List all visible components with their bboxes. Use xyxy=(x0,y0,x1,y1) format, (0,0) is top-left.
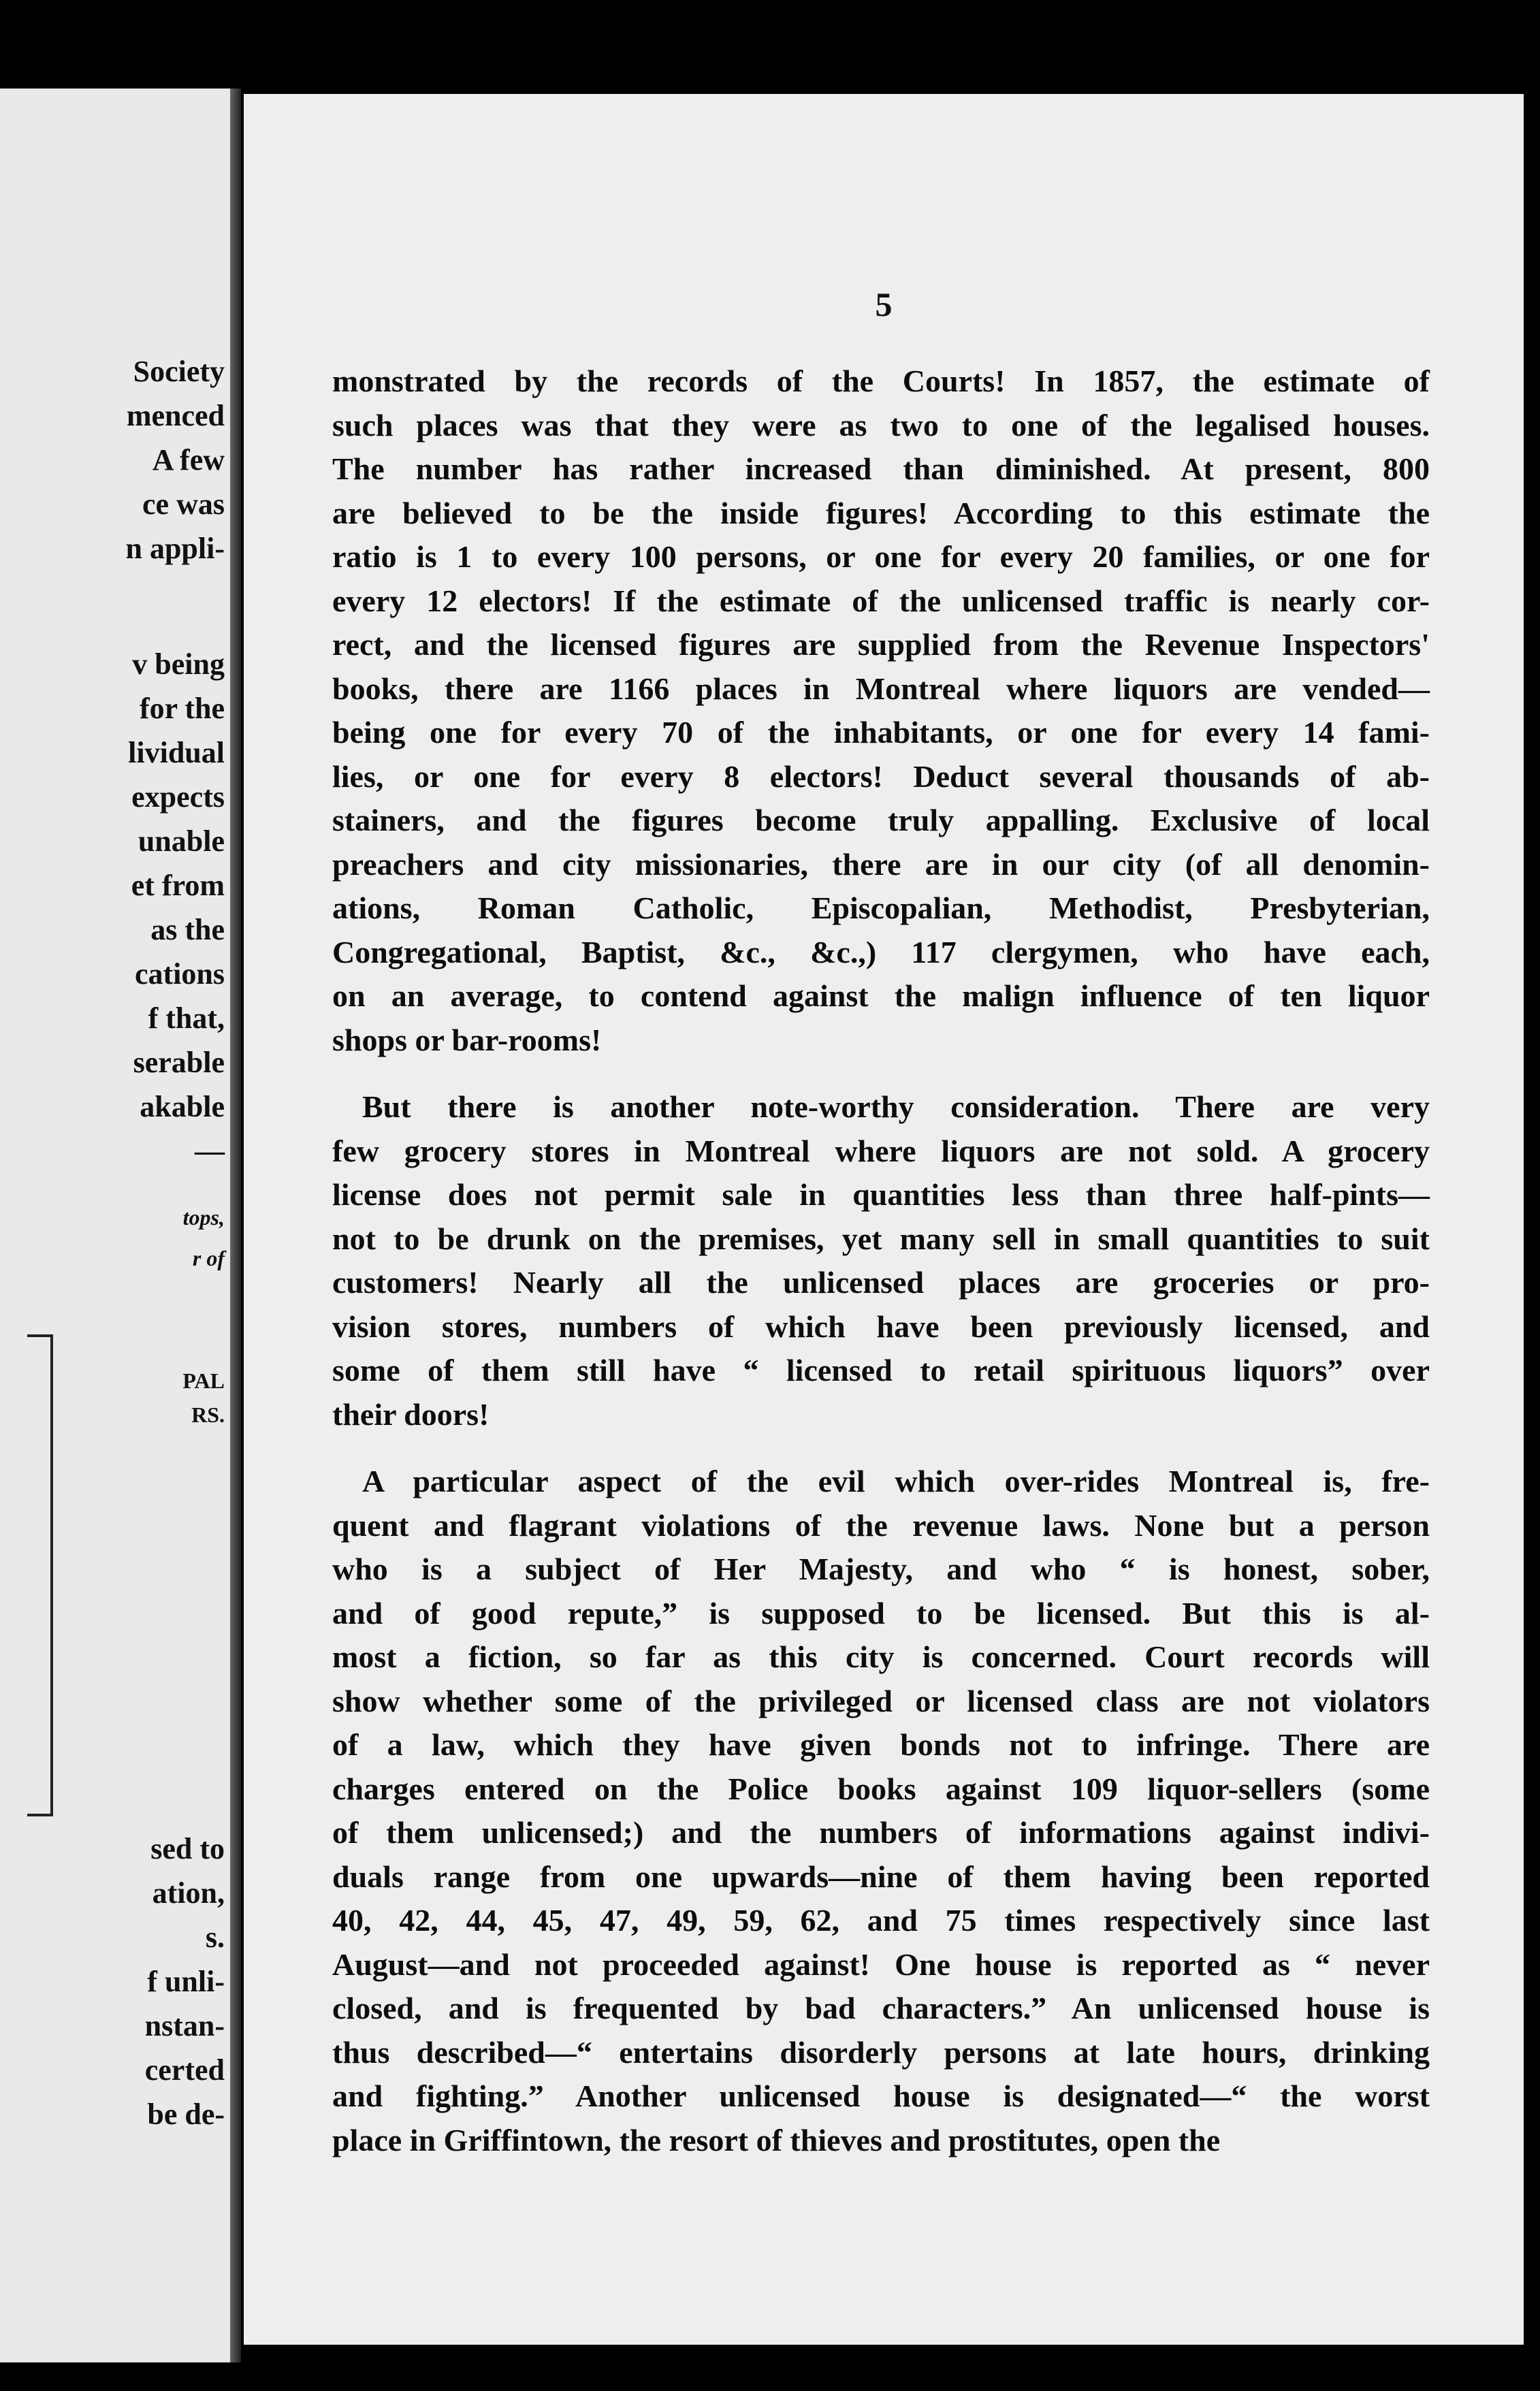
text-line: ations, Roman Catholic, Episcopalian, Methodist, Presbyterian, xyxy=(332,890,1430,925)
text-line: 40, 42, 44, 45, 47, 49, 59, 62, and 75 times respectively since last xyxy=(332,1903,1430,1938)
text-line: license does not permit sale in quantities less than three half-pints— xyxy=(332,1177,1430,1212)
page-number: 5 xyxy=(875,285,893,323)
left-fragment: menced xyxy=(126,399,225,432)
text-line: lies, or one for every 8 electors! Deduct several thousands of ab- xyxy=(332,758,1430,794)
left-fragment: n appli- xyxy=(125,532,225,565)
left-fragment: A few xyxy=(152,443,225,477)
text-line: their doors! xyxy=(332,1396,490,1432)
left-fragment: ce was xyxy=(142,487,225,521)
text-line: every 12 electors! If the estimate of the unlicensed traffic is nearly cor- xyxy=(332,583,1430,618)
left-fragment: s. xyxy=(205,1921,225,1954)
left-fragment: cations xyxy=(135,957,225,991)
text-line: preachers and city missionaries, there are in our city (of all denomin- xyxy=(332,846,1430,882)
left-fragment: akable xyxy=(140,1090,225,1123)
text-line: duals range from one upwards—nine of them having been reported xyxy=(332,1859,1430,1894)
text-line: not to be drunk on the premises, yet many sell in small quantities to suit xyxy=(332,1221,1430,1256)
text-line: monstrated by the records of the Courts! In 1857, the estimate of xyxy=(332,364,1430,398)
left-fragment: tops, xyxy=(182,1205,225,1230)
left-fragment: unable xyxy=(138,824,225,858)
left-fragment: as the xyxy=(150,913,225,946)
left-fragment: RS. xyxy=(191,1402,225,1427)
text-line: being one for every 70 of the inhabitants, or one for every 14 fami- xyxy=(332,715,1430,750)
table-border-fragment xyxy=(27,1334,53,1816)
left-fragment: be de- xyxy=(147,2098,225,2131)
text-line: show whether some of the privileged or licensed class are not violators xyxy=(332,1683,1430,1718)
left-fragment: nstan- xyxy=(144,2009,225,2042)
paragraph xyxy=(332,359,1430,1062)
text-line: who is a subject of Her Majesty, and who “ is honest, sober, xyxy=(332,1552,1430,1586)
left-fragment: serable xyxy=(133,1046,225,1079)
text-line: quent and flagrant violations of the revenue laws. None but a person xyxy=(332,1507,1430,1543)
text-line: thus described—“ entertains disorderly persons at late hours, drinking xyxy=(332,2034,1430,2070)
text-line: The number has rather increased than diminished. At present, 800 xyxy=(332,451,1430,486)
body-text xyxy=(332,359,1430,2185)
page-gutter xyxy=(230,89,241,2362)
text-line: of them unlicensed;) and the numbers of informations against indivi- xyxy=(332,1815,1430,1850)
left-fragment: f unli- xyxy=(147,1965,225,1998)
left-fragment: et from xyxy=(131,869,225,902)
paragraph xyxy=(332,1460,1430,2162)
text-line: few grocery stores in Montreal where liquors are not sold. A grocery xyxy=(332,1133,1430,1168)
text-line: rect, and the licensed figures are supplied from the Revenue Inspectors' xyxy=(332,627,1430,662)
text-line: stainers, and the figures become truly appalling. Exclusive of local xyxy=(332,803,1430,837)
text-line: vision stores, numbers of which have been previously licensed, and xyxy=(332,1309,1430,1344)
left-fragment: for the xyxy=(139,692,225,725)
text-line: some of them still have “ licensed to retail spirituous liquors” over xyxy=(332,1353,1430,1387)
text-line: A particular aspect of the evil which over-rides Montreal is, fre- xyxy=(362,1464,1430,1498)
left-fragment: v being xyxy=(132,647,225,681)
text-line: and of good repute,” is supposed to be licensed. But this is al- xyxy=(332,1595,1430,1631)
left-fragment: f that, xyxy=(148,1001,225,1035)
text-line: books, there are 1166 places in Montreal where liquors are vended— xyxy=(332,671,1430,706)
text-line: But there is another note-worthy consideration. There are very xyxy=(362,1089,1430,1124)
text-line: are believed to be the inside figures! According to this estimate the xyxy=(332,495,1430,530)
text-line: August—and not proceeded against! One house is reported as “ never xyxy=(332,1946,1430,1982)
left-fragment: certed xyxy=(144,2053,225,2087)
text-line: such places was that they were as two to one of the legalised houses. xyxy=(332,407,1430,443)
left-fragment: sed to xyxy=(150,1832,225,1865)
left-fragment: PAL xyxy=(182,1368,225,1393)
left-fragment: — xyxy=(195,1134,225,1168)
left-fragment: ation, xyxy=(152,1876,225,1910)
left-fragment: Society xyxy=(133,355,225,388)
text-line: of a law, which they have given bonds not to infringe. There are xyxy=(332,1727,1430,1762)
left-fragment: expects xyxy=(131,780,225,814)
left-fragment: lividual xyxy=(128,736,225,769)
text-line: and fighting.” Another unlicensed house is designated—“ the worst xyxy=(332,2079,1430,2113)
text-line: shops or bar-rooms! xyxy=(332,1022,602,1057)
text-line: Congregational, Baptist, &c., &c.,) 117 clergymen, who have each, xyxy=(332,934,1430,969)
text-line: place in Griffintown, the resort of thieves and prostitutes, open the xyxy=(332,2122,1221,2157)
facing-page-fragment xyxy=(0,89,231,2362)
document-page xyxy=(244,94,1524,2345)
paragraph xyxy=(332,1085,1430,1437)
text-line: on an average, to contend against the malign influence of ten liquor xyxy=(332,978,1430,1013)
text-line: closed, and is frequented by bad characters.” An unlicensed house is xyxy=(332,1991,1430,2025)
text-line: charges entered on the Police books against 109 liquor-sellers (some xyxy=(332,1771,1430,1806)
text-line: most a fiction, so far as this city is concerned. Court records will xyxy=(332,1639,1430,1674)
text-line: ratio is 1 to every 100 persons, or one for every 20 families, or one for xyxy=(332,539,1430,574)
text-line: customers! Nearly all the unlicensed places are groceries or pro- xyxy=(332,1265,1430,1300)
left-fragment: r of xyxy=(192,1246,225,1270)
